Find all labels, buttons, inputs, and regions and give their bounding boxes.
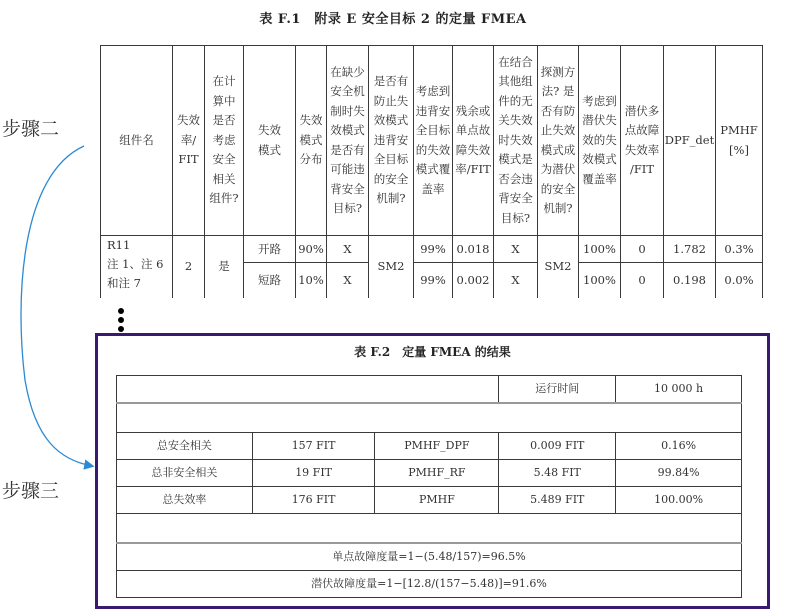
violate-without-sm: X xyxy=(327,263,369,298)
row-fit: 176 FIT xyxy=(252,487,375,514)
header-latent-sm: 探测方 法? 是 否有防 止失效 模式成 为潜伏 的安全 机制? xyxy=(538,46,579,236)
curved-arrow-icon xyxy=(0,0,110,614)
header-residual-fit: 残余或 单点故 障失效 率/FIT xyxy=(453,46,494,236)
lfm-row xyxy=(117,571,742,598)
failure-mode: 短路 xyxy=(244,263,296,298)
combined-violation: X xyxy=(494,263,538,298)
spacer-row xyxy=(117,403,742,433)
metric-name: PMHF_DPF xyxy=(375,433,499,460)
run-time-row xyxy=(117,376,742,404)
metric-percent: 100.00% xyxy=(616,487,742,514)
latent-coverage: 100% xyxy=(579,236,621,263)
spfm-formula: 单点故障度量=1−(5.48/157)=96.5% xyxy=(117,543,742,571)
row-label: 总非安全相关 xyxy=(117,460,253,487)
violate-without-sm: X xyxy=(327,236,369,263)
metric-percent: 99.84% xyxy=(616,460,742,487)
step3-label: 步骤三 xyxy=(2,480,60,502)
header-fit: 失效 率/ FIT xyxy=(173,46,205,236)
header-combined-violation: 在结合 其他组 件的无 关失效 时失效 模式是 否会违 背安全 目标? xyxy=(494,46,538,236)
row-label: 总安全相关 xyxy=(117,433,253,460)
component-name: R11 注 1、注 6 和注 7 xyxy=(101,236,173,298)
header-dpf-det: DPF_det xyxy=(664,46,716,236)
step2-label: 步骤二 xyxy=(2,118,60,140)
header-failure-mode: 失效 模式 xyxy=(244,46,296,236)
metric-fit: 5.48 FIT xyxy=(499,460,616,487)
ellipsis-icon xyxy=(118,305,124,335)
mode-distribution: 90% xyxy=(296,236,327,263)
latent-coverage: 100% xyxy=(579,263,621,298)
failure-mode: 开路 xyxy=(244,236,296,263)
residual-fit: 0.018 xyxy=(453,236,494,263)
spacer-row xyxy=(117,514,742,544)
residual-fit: 0.002 xyxy=(453,263,494,298)
combined-violation: X xyxy=(494,236,538,263)
fmea-results-table-f2 xyxy=(116,375,742,598)
mode-distribution: 10% xyxy=(296,263,327,298)
header-latent-fit: 潜伏多 点故障 失效率 /FIT xyxy=(621,46,664,236)
dpf-det: 1.782 xyxy=(664,236,716,263)
metric-percent: 0.16% xyxy=(616,433,742,460)
table-row xyxy=(101,236,763,263)
metric-fit: 0.009 FIT xyxy=(499,433,616,460)
spfm-row xyxy=(117,543,742,571)
header-row xyxy=(101,46,763,236)
latent-sm: SM2 xyxy=(538,236,579,298)
empty-cell xyxy=(117,376,499,404)
pmhf: 0.3% xyxy=(716,236,763,263)
table-f2-title: 表 F.2 定量 FMEA 的结果 xyxy=(354,345,511,359)
header-mode-distribution: 失效 模式 分布 xyxy=(296,46,327,236)
header-pmhf: PMHF [%] xyxy=(716,46,763,236)
metric-name: PMHF_RF xyxy=(375,460,499,487)
pmhf: 0.0% xyxy=(716,263,763,298)
row-fit: 19 FIT xyxy=(252,460,375,487)
run-time-label: 运行时间 xyxy=(499,376,616,404)
header-safety-related: 在计 算中 是否 考虑 安全 相关 组件? xyxy=(205,46,244,236)
latent-fit: 0 xyxy=(621,236,664,263)
header-violate-without-sm: 在缺少 安全机 制时失 效模式 是否有 可能违 背安全 目标? xyxy=(327,46,369,236)
metric-fit: 5.489 FIT xyxy=(499,487,616,514)
dpf-det: 0.198 xyxy=(664,263,716,298)
header-component: 组件名 xyxy=(101,46,173,236)
table-row xyxy=(117,460,742,487)
row-fit: 157 FIT xyxy=(252,433,375,460)
latent-fit: 0 xyxy=(621,263,664,298)
coverage: 99% xyxy=(414,263,453,298)
coverage: 99% xyxy=(414,236,453,263)
header-safety-mechanism: 是否有 防止失 效模式 违背安 全目标 的安全 机制? xyxy=(369,46,414,236)
row-label: 总失效率 xyxy=(117,487,253,514)
run-time-value: 10 000 h xyxy=(616,376,742,404)
fmea-table-f1 xyxy=(100,45,763,298)
metric-name: PMHF xyxy=(375,487,499,514)
component-safety-related: 是 xyxy=(205,236,244,298)
header-latent-coverage: 考虑到 潜伏失 效的失 效模式 覆盖率 xyxy=(579,46,621,236)
table-f1-title: 表 F.1 附录 E 安全目标 2 的定量 FMEA xyxy=(259,12,527,27)
component-fit: 2 xyxy=(173,236,205,298)
header-coverage: 考虑到 违背安 全目标 的失效 模式覆 盖率 xyxy=(414,46,453,236)
lfm-formula: 潜伏故障度量=1−[12.8/(157−5.48)]=91.6% xyxy=(117,571,742,598)
table-row xyxy=(117,487,742,514)
table-row xyxy=(117,433,742,460)
safety-mechanism: SM2 xyxy=(369,236,414,298)
